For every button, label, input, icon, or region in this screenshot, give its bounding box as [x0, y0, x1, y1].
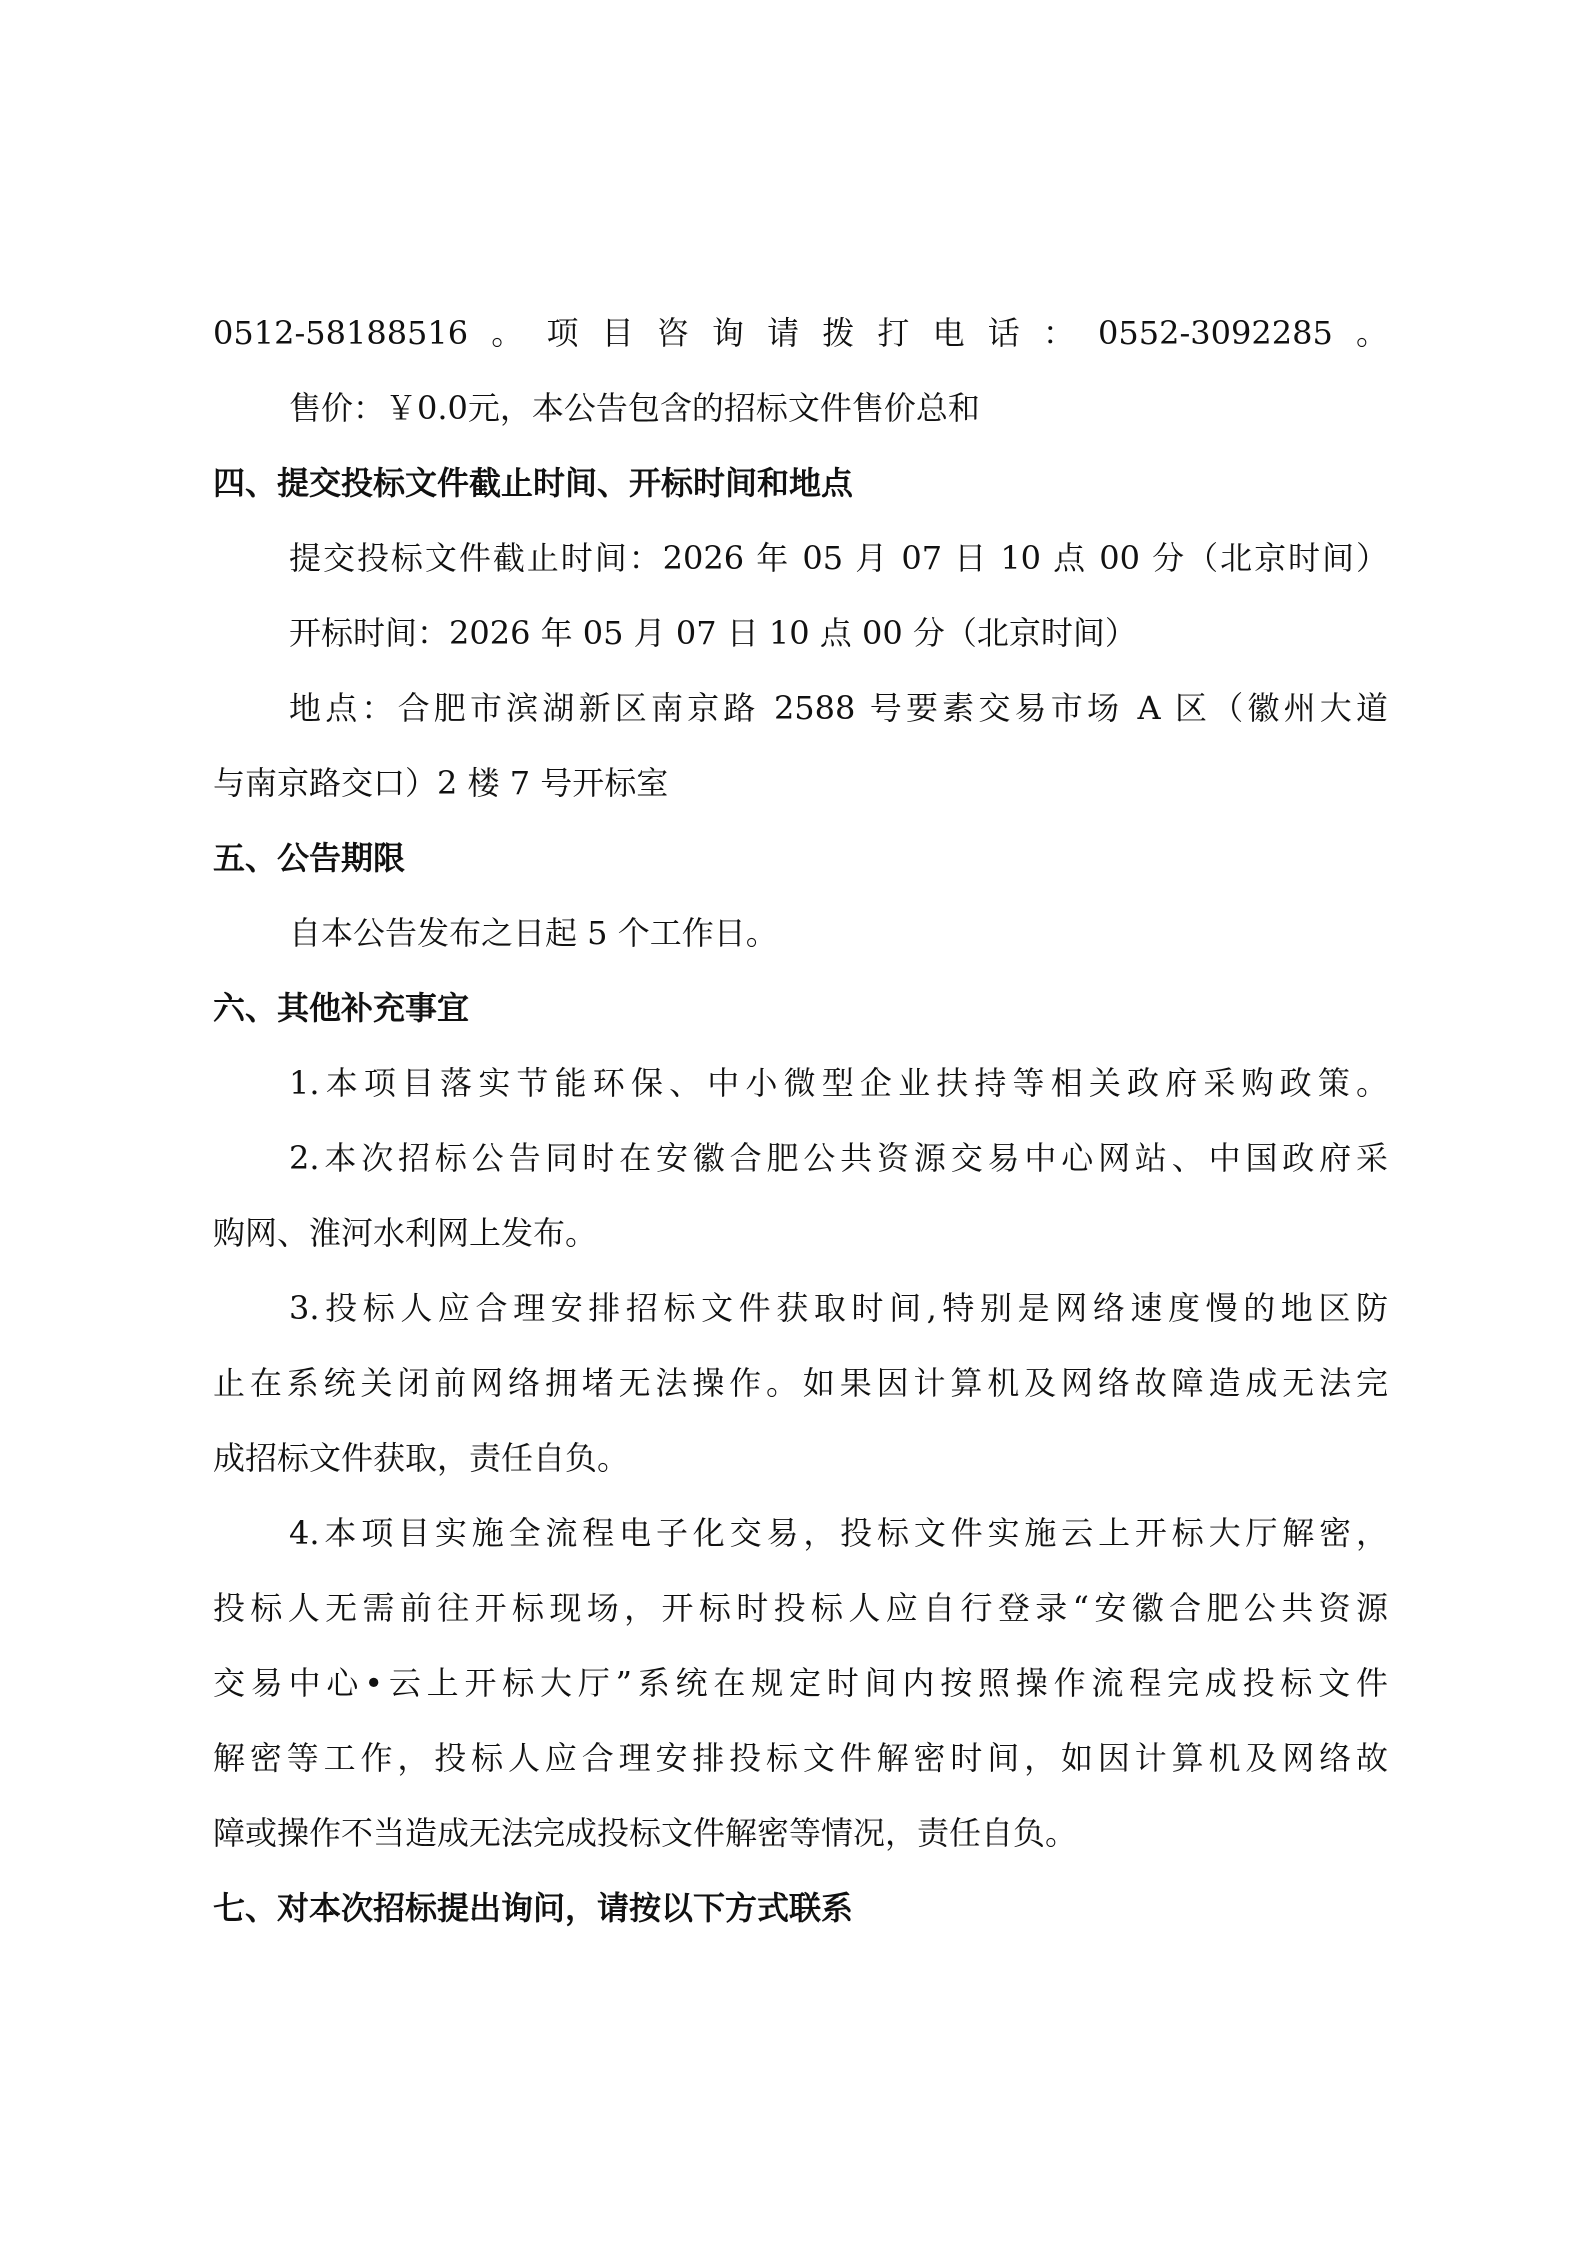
text-line-phone-continuation: 0512-58188516。项目咨询请拨打电话：0552-3092285。 — [213, 314, 1388, 352]
text-line-item-1: 1.本项目落实节能环保、中小微型企业扶持等相关政府采购政策。 — [289, 1064, 1388, 1102]
text-line-item-3-continuation-a: 止在系统关闭前网络拥堵无法操作。如果因计算机及网络故障造成无法完 — [213, 1364, 1388, 1402]
section-heading-4: 四、提交投标文件截止时间、开标时间和地点 — [213, 464, 854, 502]
document-page — [213, 296, 1388, 1946]
text-line-price: 售价：￥0.0元，本公告包含的招标文件售价总和 — [289, 389, 980, 427]
text-line-item-4-continuation-d: 障或操作不当造成无法完成投标文件解密等情况，责任自负。 — [213, 1814, 1078, 1852]
text-line-item-2-continuation: 购网、淮河水利网上发布。 — [213, 1214, 598, 1252]
text-line-item-4-continuation-b: 交易中心•云上开标大厅”系统在规定时间内按照操作流程完成投标文件 — [213, 1664, 1388, 1702]
text-line-location-continuation: 与南京路交口）2 楼 7 号开标室 — [213, 764, 669, 802]
text-line-location: 地点：合肥市滨湖新区南京路 2588 号要素交易市场 A 区（徽州大道 — [289, 689, 1388, 727]
text-line-item-3: 3.投标人应合理安排招标文件获取时间,特别是网络速度慢的地区防 — [289, 1289, 1388, 1327]
text-line-item-4-continuation-a: 投标人无需前往开标现场，开标时投标人应自行登录“安徽合肥公共资源 — [213, 1589, 1388, 1627]
section-heading-5: 五、公告期限 — [213, 839, 406, 877]
text-line-deadline: 提交投标文件截止时间：2026 年 05 月 07 日 10 点 00 分（北京时间） — [289, 539, 1388, 577]
text-line-item-3-continuation-b: 成招标文件获取，责任自负。 — [213, 1439, 630, 1477]
text-line-opening-time: 开标时间：2026 年 05 月 07 日 10 点 00 分（北京时间） — [289, 614, 1137, 652]
section-heading-7: 七、对本次招标提出询问，请按以下方式联系 — [213, 1889, 854, 1927]
text-line-item-4: 4.本项目实施全流程电子化交易，投标文件实施云上开标大厅解密， — [289, 1514, 1388, 1552]
text-line-item-4-continuation-c: 解密等工作，投标人应合理安排投标文件解密时间，如因计算机及网络故 — [213, 1739, 1388, 1777]
text-line-notice-period: 自本公告发布之日起 5 个工作日。 — [289, 914, 778, 952]
text-line-item-2: 2.本次招标公告同时在安徽合肥公共资源交易中心网站、中国政府采 — [289, 1139, 1388, 1177]
section-heading-6: 六、其他补充事宜 — [213, 989, 470, 1027]
